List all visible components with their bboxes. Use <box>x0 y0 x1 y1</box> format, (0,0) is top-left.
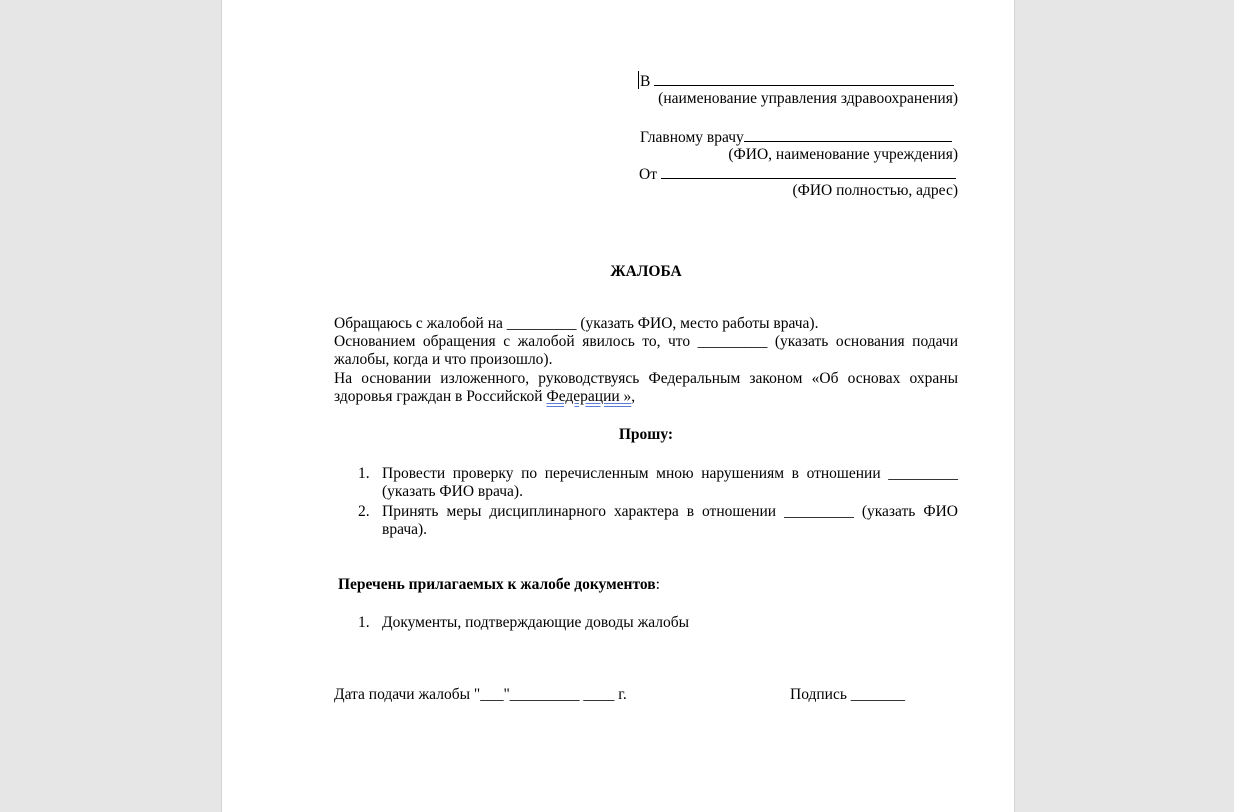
attachments-heading-line <box>338 576 660 594</box>
spellcheck-flagged-word[interactable]: Федерации » <box>546 388 632 405</box>
request-item-2-number: 2. <box>358 503 370 520</box>
to-blank <box>654 71 954 86</box>
paragraph-1: Обращаюсь с жалобой на _________ (указать ФИО, место работы врача). <box>334 315 819 332</box>
to-line <box>640 71 954 91</box>
attachment-item-1-number: 1. <box>358 614 370 631</box>
from-line <box>639 164 956 184</box>
document-title: ЖАЛОБА <box>610 263 682 280</box>
attachments-heading-colon: : <box>655 576 660 593</box>
request-item-2: Принять меры дисциплинарного характера в отношении _________ (указать ФИО врача). <box>382 503 958 538</box>
text-cursor <box>638 71 639 89</box>
chief-blank <box>744 127 952 142</box>
to-caption: (наименование управления здравоохранения) <box>658 90 958 107</box>
request-item-1: Провести проверку по перечисленным мною нарушениям в отношении _________ (указать ФИО врача). <box>382 465 958 500</box>
request-heading: Прошу: <box>618 426 674 443</box>
request-item-1-number: 1. <box>358 465 370 482</box>
submission-date: Дата подачи жалобы "___"_________ ____ г. <box>334 686 627 703</box>
attachments-heading: Перечень прилагаемых к жалобе документов <box>338 576 656 593</box>
signature: Подпись _______ <box>790 686 906 703</box>
from-blank <box>661 164 956 179</box>
to-prefix: В <box>640 73 651 90</box>
chief-caption: (ФИО, наименование учреждения) <box>728 146 958 163</box>
paragraph-3 <box>334 370 958 406</box>
paragraph-2: Основанием обращения с жалобой явилось то, что _________ (указать основания подачи жалобы, когда и что произошло). <box>334 333 958 368</box>
chief-line <box>640 127 952 147</box>
paragraph-3-main: На основании изложенного, руководствуясь Федеральным законом «Об основах охраны здоровья граждан в Российской <box>334 370 958 405</box>
from-caption: (ФИО полностью, адрес) <box>792 182 958 199</box>
attachment-item-1: Документы, подтверждающие доводы жалобы <box>382 614 690 631</box>
paragraph-3-end: , <box>631 388 636 405</box>
chief-label: Главному врачу <box>640 129 744 146</box>
from-prefix: От <box>639 166 657 183</box>
